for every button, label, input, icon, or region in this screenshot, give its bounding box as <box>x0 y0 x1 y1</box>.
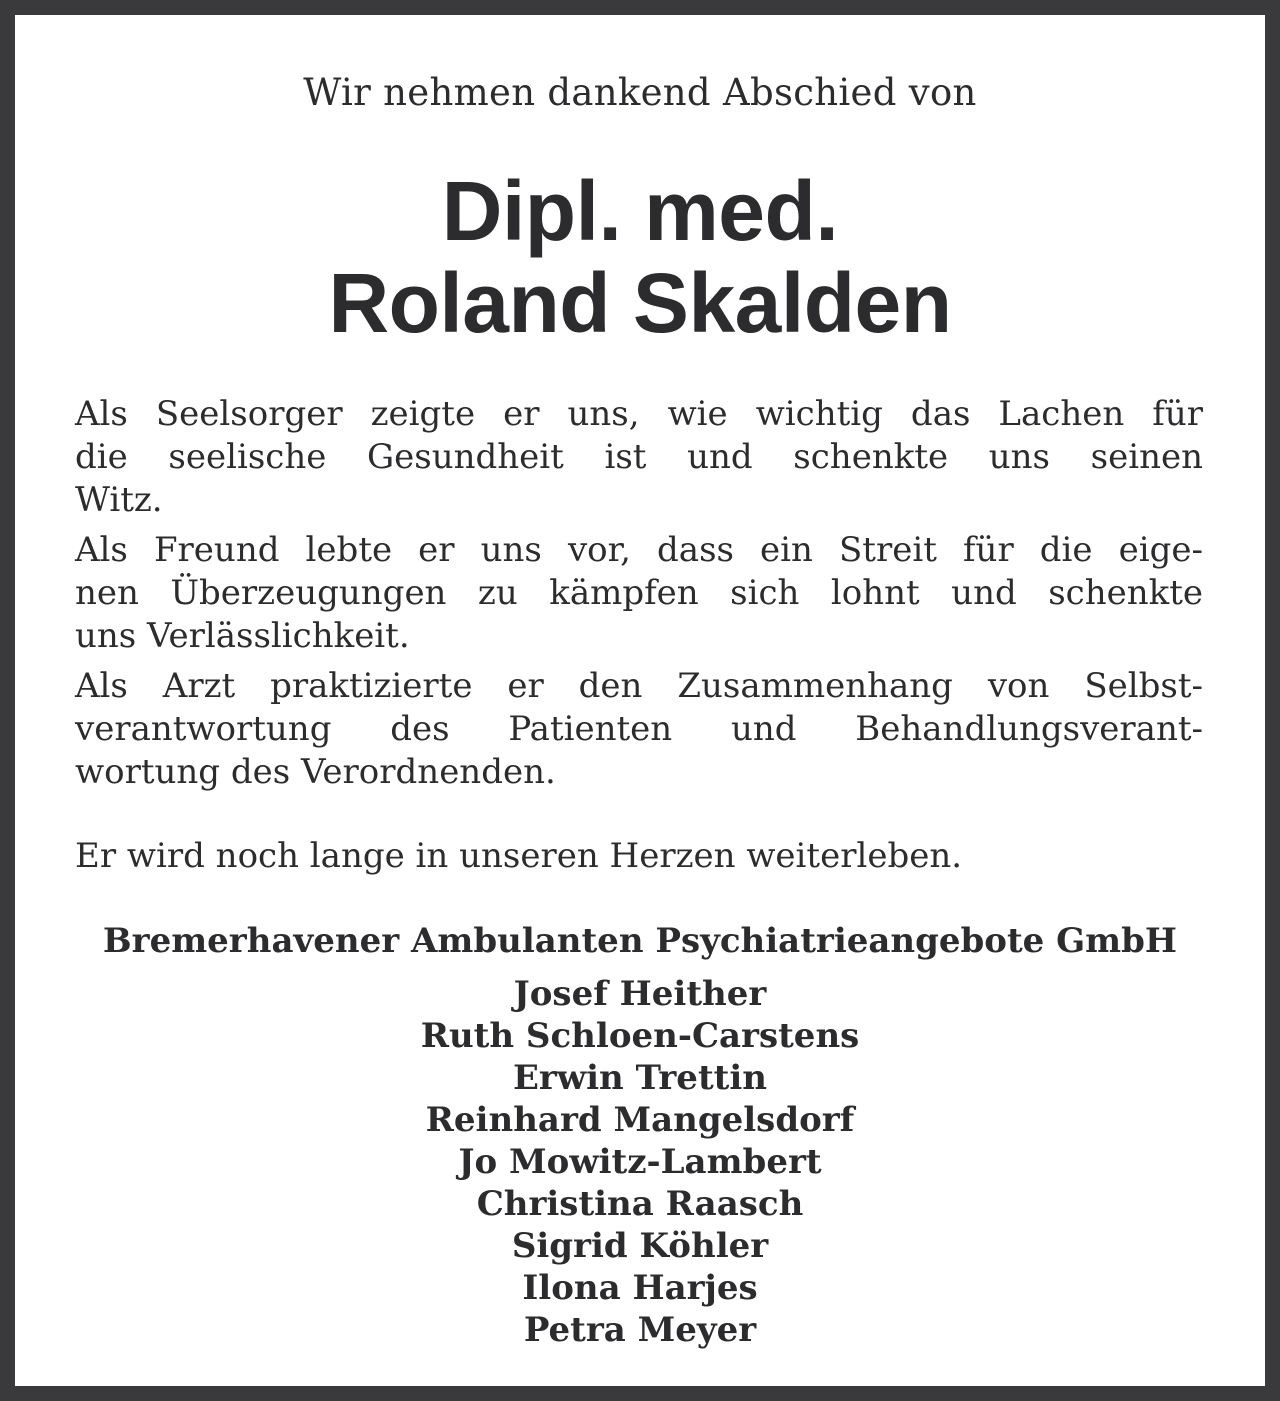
paragraph-line: Er wird noch lange in unseren Herzen weiterleben. <box>75 836 963 876</box>
paragraph-doctor <box>75 665 1203 794</box>
paragraph-line: Als Freund lebte er uns vor, dass ein Streit für die eige- <box>75 530 1203 570</box>
signatory-name: Petra Meyer <box>523 1310 757 1350</box>
paragraph-pastor <box>75 393 1203 522</box>
signatory-name: Reinhard Mangelsdorf <box>425 1100 855 1140</box>
deceased-name <box>15 165 1265 349</box>
paragraph-line: verantwortung des Patienten und Behandlungsverant- <box>75 709 1203 749</box>
paragraph-closing <box>75 835 1203 878</box>
organization-name: Bremerhavener Ambulanten Psychiatrieangebote GmbH <box>102 921 1178 961</box>
signatory-name: Christina Raasch <box>476 1184 804 1224</box>
signatory-name: Sigrid Köhler <box>511 1226 769 1266</box>
signatory-name: Ilona Harjes <box>522 1268 758 1308</box>
signatory-name: Erwin Trettin <box>513 1058 767 1098</box>
paragraph-line: Als Seelsorger zeigte er uns, wie wichtig das Lachen für <box>75 394 1203 434</box>
paragraph-line: nen Überzeugungen zu kämpfen sich lohnt und schenkte <box>75 573 1203 613</box>
paragraph-line: die seelische Gesundheit ist und schenkte uns seinen <box>75 437 1203 477</box>
paragraph-line: uns Verlässlichkeit. <box>75 616 410 656</box>
paragraph-line: Als Arzt praktizierte er den Zusammenhang von Selbst- <box>75 666 1203 706</box>
paragraph-friend <box>75 529 1203 658</box>
signatory-name: Jo Mowitz-Lambert <box>458 1142 822 1182</box>
signatory-name: Josef Heither <box>513 974 767 1014</box>
signatory-name: Ruth Schloen-Carstens <box>420 1016 860 1056</box>
deceased-fullname: Roland Skalden <box>328 256 952 350</box>
paragraph-line: Witz. <box>75 480 163 520</box>
deceased-title: Dipl. med. <box>441 164 839 258</box>
intro-text: Wir nehmen dankend Abschied von <box>303 71 977 114</box>
signatory-list <box>15 973 1265 1351</box>
paragraph-line: wortung des Verordnenden. <box>75 752 556 792</box>
